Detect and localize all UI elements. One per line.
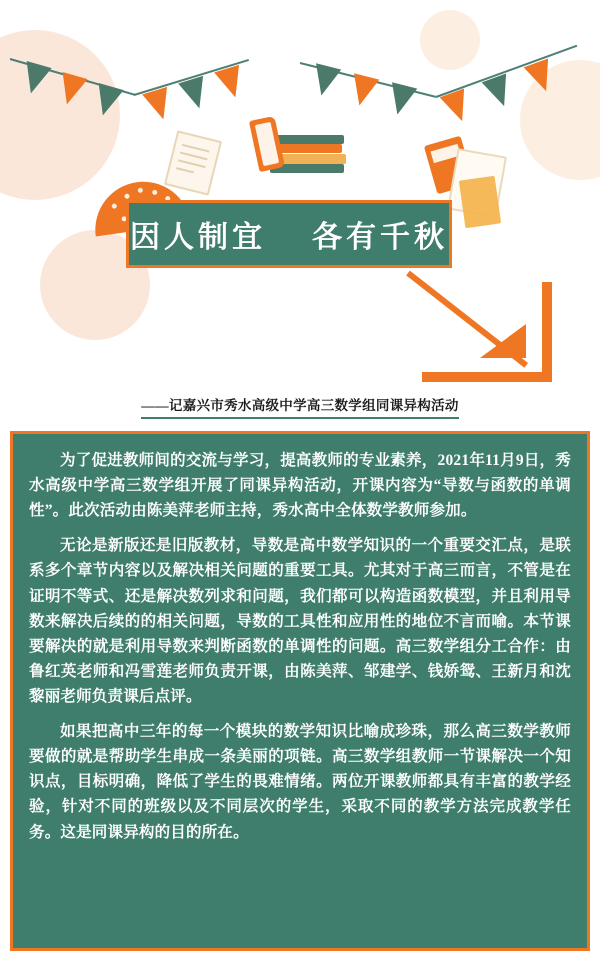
body-paragraph: 为了促进教师间的交流与学习，提高教师的专业素养，2021年11月9日，秀水高级中学高三数学组开展了同课异构活动，开课内容为“导数与函数的单调性”。此次活动由陈美萍老师主持，秀水高中全体数学教师参加。 bbox=[29, 452, 571, 520]
hero-banner bbox=[0, 0, 600, 400]
hero-title-banner bbox=[126, 200, 452, 268]
paper-icon bbox=[459, 176, 501, 229]
triangle-ruler-icon bbox=[422, 282, 552, 382]
page-title: 因人制宜 各有千秋 bbox=[130, 221, 448, 254]
body-paragraph: 无论是新版还是旧版教材，导数是高中数学知识的一个重要交汇点，是联系多个章节内容以及解决相关问题的重要工具。尤其对于高三而言，不管是在证明不等式、还是解决数列求和问题，我们都可以构造函数模型，并且利用导数来解决后续的的相关问题，导数的工具性和应用性的地位不言而喻。本节课要解决的就是利用导数来判断函数的单调性的问题。高三数学组分工合作：由鲁红英老师和冯雪莲老师负责开课，由陈美萍、邹建学、钱娇鸳、王新月和沈黎丽老师负责课后点评。 bbox=[29, 537, 571, 705]
body-paragraph: 如果把高中三年的每一个模块的数学知识比喻成珍珠，那么高三数学教师要做的就是帮助学生串成一条美丽的项链。高三数学组教师一节课解决一个知识点，目标明确，降低了学生的畏难情绪。两位开课教师都具有丰富的教学经验，针对不同的班级以及不同层次的学生，采取不同的教学方法完成教学任务。这是同课异构的目的所在。 bbox=[29, 723, 571, 841]
notebook-icon bbox=[164, 130, 222, 195]
decorative-blob bbox=[420, 10, 480, 70]
article-body-card bbox=[10, 431, 590, 951]
book-stack-icon bbox=[252, 118, 352, 188]
page-subtitle: ——记嘉兴市秀水高级中学高三数学组同课异构活动 bbox=[141, 394, 458, 419]
subtitle-row bbox=[0, 394, 600, 419]
